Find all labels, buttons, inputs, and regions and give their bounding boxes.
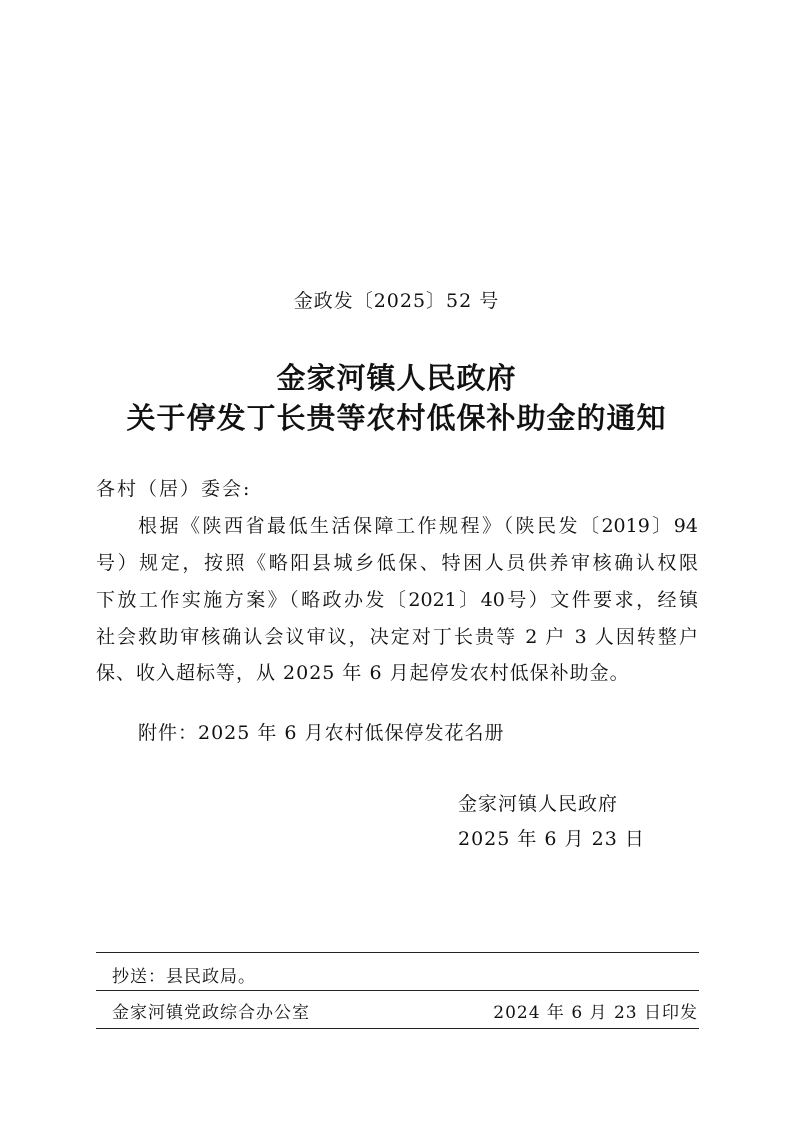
print-date: 2024 年 6 月 23 日印发 [493, 1003, 698, 1023]
salutation: 各村（居）委会: [96, 478, 252, 500]
document-title-line-1: 金家河镇人民政府 [276, 361, 517, 395]
body-text-line: 根据《陕西省最低生活保障工作规程》（陕民发〔2019〕94 [138, 515, 698, 537]
issuing-office: 金家河镇党政综合办公室 [112, 1003, 310, 1023]
body-text-line: 保、收入超标等，从 2025 年 6 月起停发农村低保补助金。 [96, 662, 630, 684]
body-text-line: 社会救助审核确认会议审议，决定对丁长贵等 2 户 3 人因转整户 [96, 626, 698, 648]
signing-organization: 金家河镇人民政府 [458, 793, 619, 815]
footer-divider-bottom [96, 1028, 699, 1029]
footer-divider-top [96, 952, 699, 953]
document-number: 金政发〔2025〕52 号 [293, 290, 500, 312]
body-text-line: 号）规定，按照《略阳县城乡低保、特困人员供养审核确认权限 [96, 552, 698, 574]
cc-recipients: 抄送：县民政局。 [112, 967, 256, 987]
body-text-line: 下放工作实施方案》（略政办发〔2021〕40号）文件要求，经镇 [96, 589, 698, 611]
attachment-note: 附件：2025 年 6 月农村低保停发花名册 [138, 722, 505, 744]
footer-divider-middle [96, 990, 699, 991]
document-title-line-2: 关于停发丁长贵等农村低保补助金的通知 [126, 401, 667, 435]
signing-date: 2025 年 6 月 23 日 [458, 828, 645, 850]
